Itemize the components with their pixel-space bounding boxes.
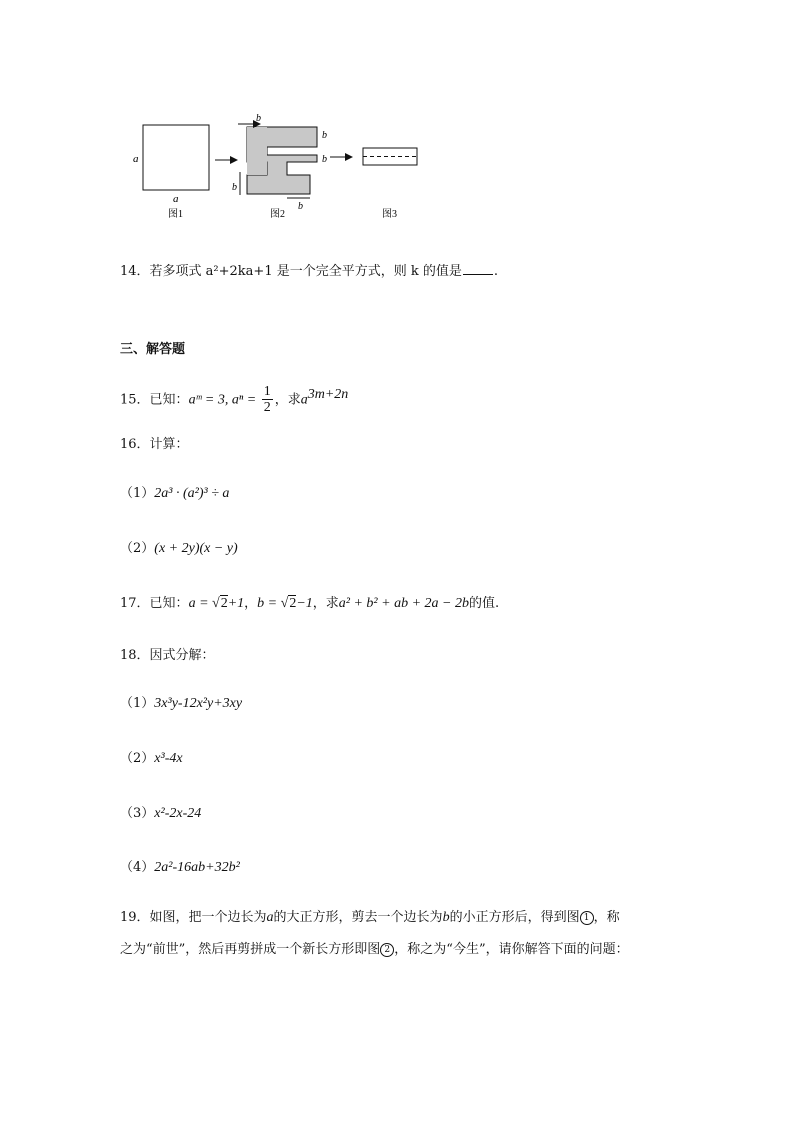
fig3-rectangle (363, 148, 417, 220)
circled-2-icon: 2 (380, 943, 394, 957)
q16-p2-label: （2） (120, 541, 155, 556)
q19-line-1 (120, 908, 620, 928)
q15-frac-den: 2 (263, 400, 271, 416)
q17-comma: ， (244, 596, 258, 611)
q16-p1-expr: 2a³ · (a²)³ ÷ a (154, 486, 230, 501)
q15-frac-num: 1 (263, 384, 271, 400)
q17-a-lhs: a = (188, 596, 213, 611)
q17-b-rest: −1 (296, 596, 313, 611)
q17-tail: 的值. (468, 596, 500, 611)
fig1-side-label-bottom: a (173, 193, 179, 205)
q18-part-3 (120, 804, 201, 824)
q19-text-c: 的小正方形后，得到图 (449, 910, 580, 925)
circled-1-icon: 1 (580, 911, 594, 925)
fig2-cut-shape (232, 113, 327, 220)
q17-a-radicand: 2 (220, 596, 228, 611)
fig2-b-top: b (256, 113, 261, 124)
q19-text-f: ，称之为“今生”，请你解答下面的问题： (394, 942, 629, 957)
q18-p2-label: （2） (120, 751, 155, 766)
q18-p2-expr: x³-4x (154, 751, 183, 766)
q14-text: 若多项式 a²+2ka+1 是一个完全平方式，则 k 的值是 (149, 264, 462, 279)
question-17: 17．已知：a = √2+1，b = √2−1，求a² + b² + ab + 2a − 2b的值. (120, 596, 500, 611)
fig2-b-bottom: b (298, 201, 303, 212)
q17-b-lhs: b = (257, 596, 281, 611)
q18-title: 18．因式分解： (120, 648, 215, 663)
q19-var-b: b (442, 910, 450, 925)
fig2-b-right-top: b (322, 130, 327, 141)
q19-var-a: a (266, 910, 274, 925)
fig2-b-left: b (232, 182, 237, 193)
q19-text-b: 的大正方形，剪去一个边长为 (273, 910, 443, 925)
q19-line-2 (120, 940, 629, 960)
q16-part-2 (120, 539, 238, 559)
q19-text-d: ，称 (593, 910, 620, 925)
fig1-large-square (133, 125, 209, 220)
q15-number: 15． (120, 392, 150, 408)
q19-text-a: 19．如图，把一个边长为 (120, 910, 267, 925)
q16-p2-expr: (x + 2y)(x − y) (154, 541, 238, 556)
q18-p3-expr: x²-2x-24 (154, 806, 202, 821)
q15-prefix: 已知： (149, 392, 189, 408)
fig1-caption: 图1 (168, 209, 183, 220)
q17-a-rest: +1 (227, 596, 245, 611)
q19-text-e: 之为“前世”，然后再剪拼成一个新长方形即图 (120, 942, 381, 957)
q18-p4-label: （4） (120, 860, 155, 875)
fig1-side-label-left: a (133, 153, 139, 165)
q15-target-base: a (300, 392, 308, 408)
q18-part-4 (120, 858, 240, 878)
q17-b-radicand: 2 (289, 596, 297, 611)
q18-p4-expr: 2a²-16ab+32b² (154, 860, 240, 875)
fig2-caption: 图2 (270, 209, 285, 220)
q18-p1-expr: 3x³y-12x²y+3xy (154, 696, 243, 711)
q15-ask: ，求 (274, 392, 301, 408)
q14-period: . (493, 264, 499, 279)
q16-part-1 (120, 484, 229, 504)
q15-condition: aᵐ = 3, aⁿ = (188, 392, 260, 408)
fig3-caption: 图3 (382, 209, 397, 220)
q17-number: 17． (120, 596, 150, 611)
q17-ask: ，求 (312, 596, 339, 611)
q14-number: 14． (120, 264, 150, 279)
q18-p1-label: （1） (120, 696, 155, 711)
q14-answer-blank[interactable] (463, 262, 493, 275)
q18-part-1 (120, 694, 242, 714)
question-14 (120, 262, 498, 282)
fig2-b-right-mid: b (322, 154, 327, 165)
q15-target-exp: 3m+2n (307, 387, 349, 402)
q17-expr: a² + b² + ab + 2a − 2b (338, 596, 469, 611)
section-title: 三、解答题 (120, 342, 186, 357)
question-15 (120, 380, 348, 415)
q18-part-2 (120, 749, 183, 769)
q15-fraction (262, 384, 273, 415)
q16-p1-label: （1） (120, 486, 155, 501)
q17-prefix: 已知： (149, 596, 189, 611)
figure-cutting-squares (120, 100, 440, 230)
q16-title: 16．计算： (120, 437, 189, 452)
q18-p3-label: （3） (120, 806, 155, 821)
